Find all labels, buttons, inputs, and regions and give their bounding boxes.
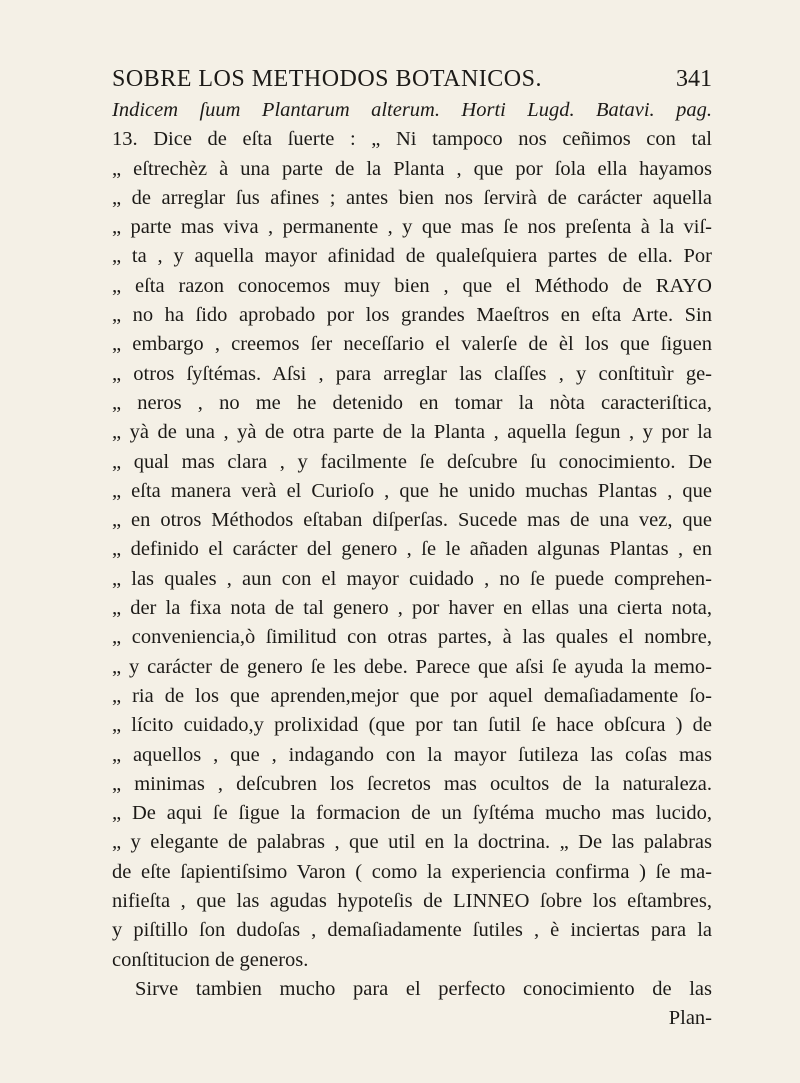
page-header	[112, 66, 712, 96]
text-line: y piſtillo ſon dudoſas , demaſiadamente ſutiles , è inciertas para la	[112, 919, 712, 942]
text-line: „ eſta razon conocemos muy bien , que el Méthodo de RAYO	[112, 274, 712, 297]
text-line: „ definido el carácter del genero , ſe le añaden algunas Plantas , en	[112, 538, 712, 561]
text-line: nifieſta , que las agudas hypoteſis de LINNEO ſobre los eſtambres,	[112, 890, 712, 913]
text-line: de eſte ſapientiſsimo Varon ( como la experiencia confirma ) ſe ma-	[112, 860, 712, 883]
text-line: „ aquellos , que , indagando con la mayor ſutileza las coſas mas	[112, 743, 712, 766]
text-line: „ en otros Méthodos eſtaban diſperſas. Sucede mas de una vez, que	[112, 509, 712, 532]
text-line: „ conveniencia,ò ſimilitud con otras partes, à las quales el nombre,	[112, 626, 712, 649]
text-line: „ neros , no me he detenido en tomar la nòta caracteriſtica,	[112, 391, 712, 414]
text-line: „ eſta manera verà el Curioſo , que he unido muchas Plantas , que	[112, 479, 712, 502]
text-line: Indicem ſuum Plantarum alterum. Horti Lugd. Batavi. pag.	[112, 99, 712, 121]
text-line: „ lícito cuidado,y prolixidad (que por tan ſutil ſe hace obſcura ) de	[112, 714, 712, 737]
text-line: „ minimas , deſcubren los ſecretos mas ocultos de la naturaleza.	[112, 772, 712, 795]
text-line: „ y elegante de palabras , que util en la doctrina. „ De las palabras	[112, 831, 712, 854]
text-line: Sirve tambien mucho para el perfecto conocimiento de las	[135, 977, 712, 1000]
running-head: SOBRE LOS METHODOS BOTANICOS.	[112, 66, 542, 92]
text-line: „ ta , y aquella mayor afinidad de qualeſquiera partes de ella. Por	[112, 245, 712, 268]
text-line: „ de arreglar ſus afines ; antes bien nos ſervirà de carácter aquella	[112, 186, 712, 209]
text-line: „ eſtrechèz à una parte de la Planta , que por ſola ella hayamos	[112, 157, 712, 180]
text-line: „ ria de los que aprenden,mejor que por aquel demaſiadamente ſo-	[112, 684, 712, 707]
text-line: „ der la fixa nota de tal genero , por haver en ellas una cierta nota,	[112, 597, 712, 620]
text-line: „ las quales , aun con el mayor cuidado , no ſe puede comprehen-	[112, 567, 712, 590]
text-line: „ parte mas viva , permanente , y que mas ſe nos preſenta à la viſ-	[112, 216, 712, 239]
body-text	[112, 96, 712, 1034]
text-line: „ qual mas clara , y facilmente ſe deſcubre ſu conocimiento. De	[112, 450, 712, 473]
text-line: „ De aqui ſe ſigue la formacion de un ſyſtéma mucho mas lucido,	[112, 802, 712, 825]
text-line: 13. Dice de eſta ſuerte : „ Ni tampoco nos ceñimos con tal	[112, 128, 712, 151]
text-line: „ embargo , creemos ſer neceſſario el valerſe de èl los que ſiguen	[112, 333, 712, 356]
page-number: 341	[676, 66, 712, 92]
text-line: „ y carácter de genero ſe les debe. Parece que aſsi ſe ayuda la memo-	[112, 655, 712, 678]
text-line: „ no ha ſido aprobado por los grandes Maeſtros en eſta Arte. Sin	[112, 304, 712, 327]
text-line: „ yà de una , yà de otra parte de la Planta , aquella ſegun , y por la	[112, 421, 712, 444]
text-line: conſtitucion de generos.	[112, 948, 309, 971]
catchword: Plan-	[668, 1007, 712, 1030]
text-line: „ otros ſyſtémas. Aſsi , para arreglar las claſſes , y conſtituìr ge-	[112, 362, 712, 385]
